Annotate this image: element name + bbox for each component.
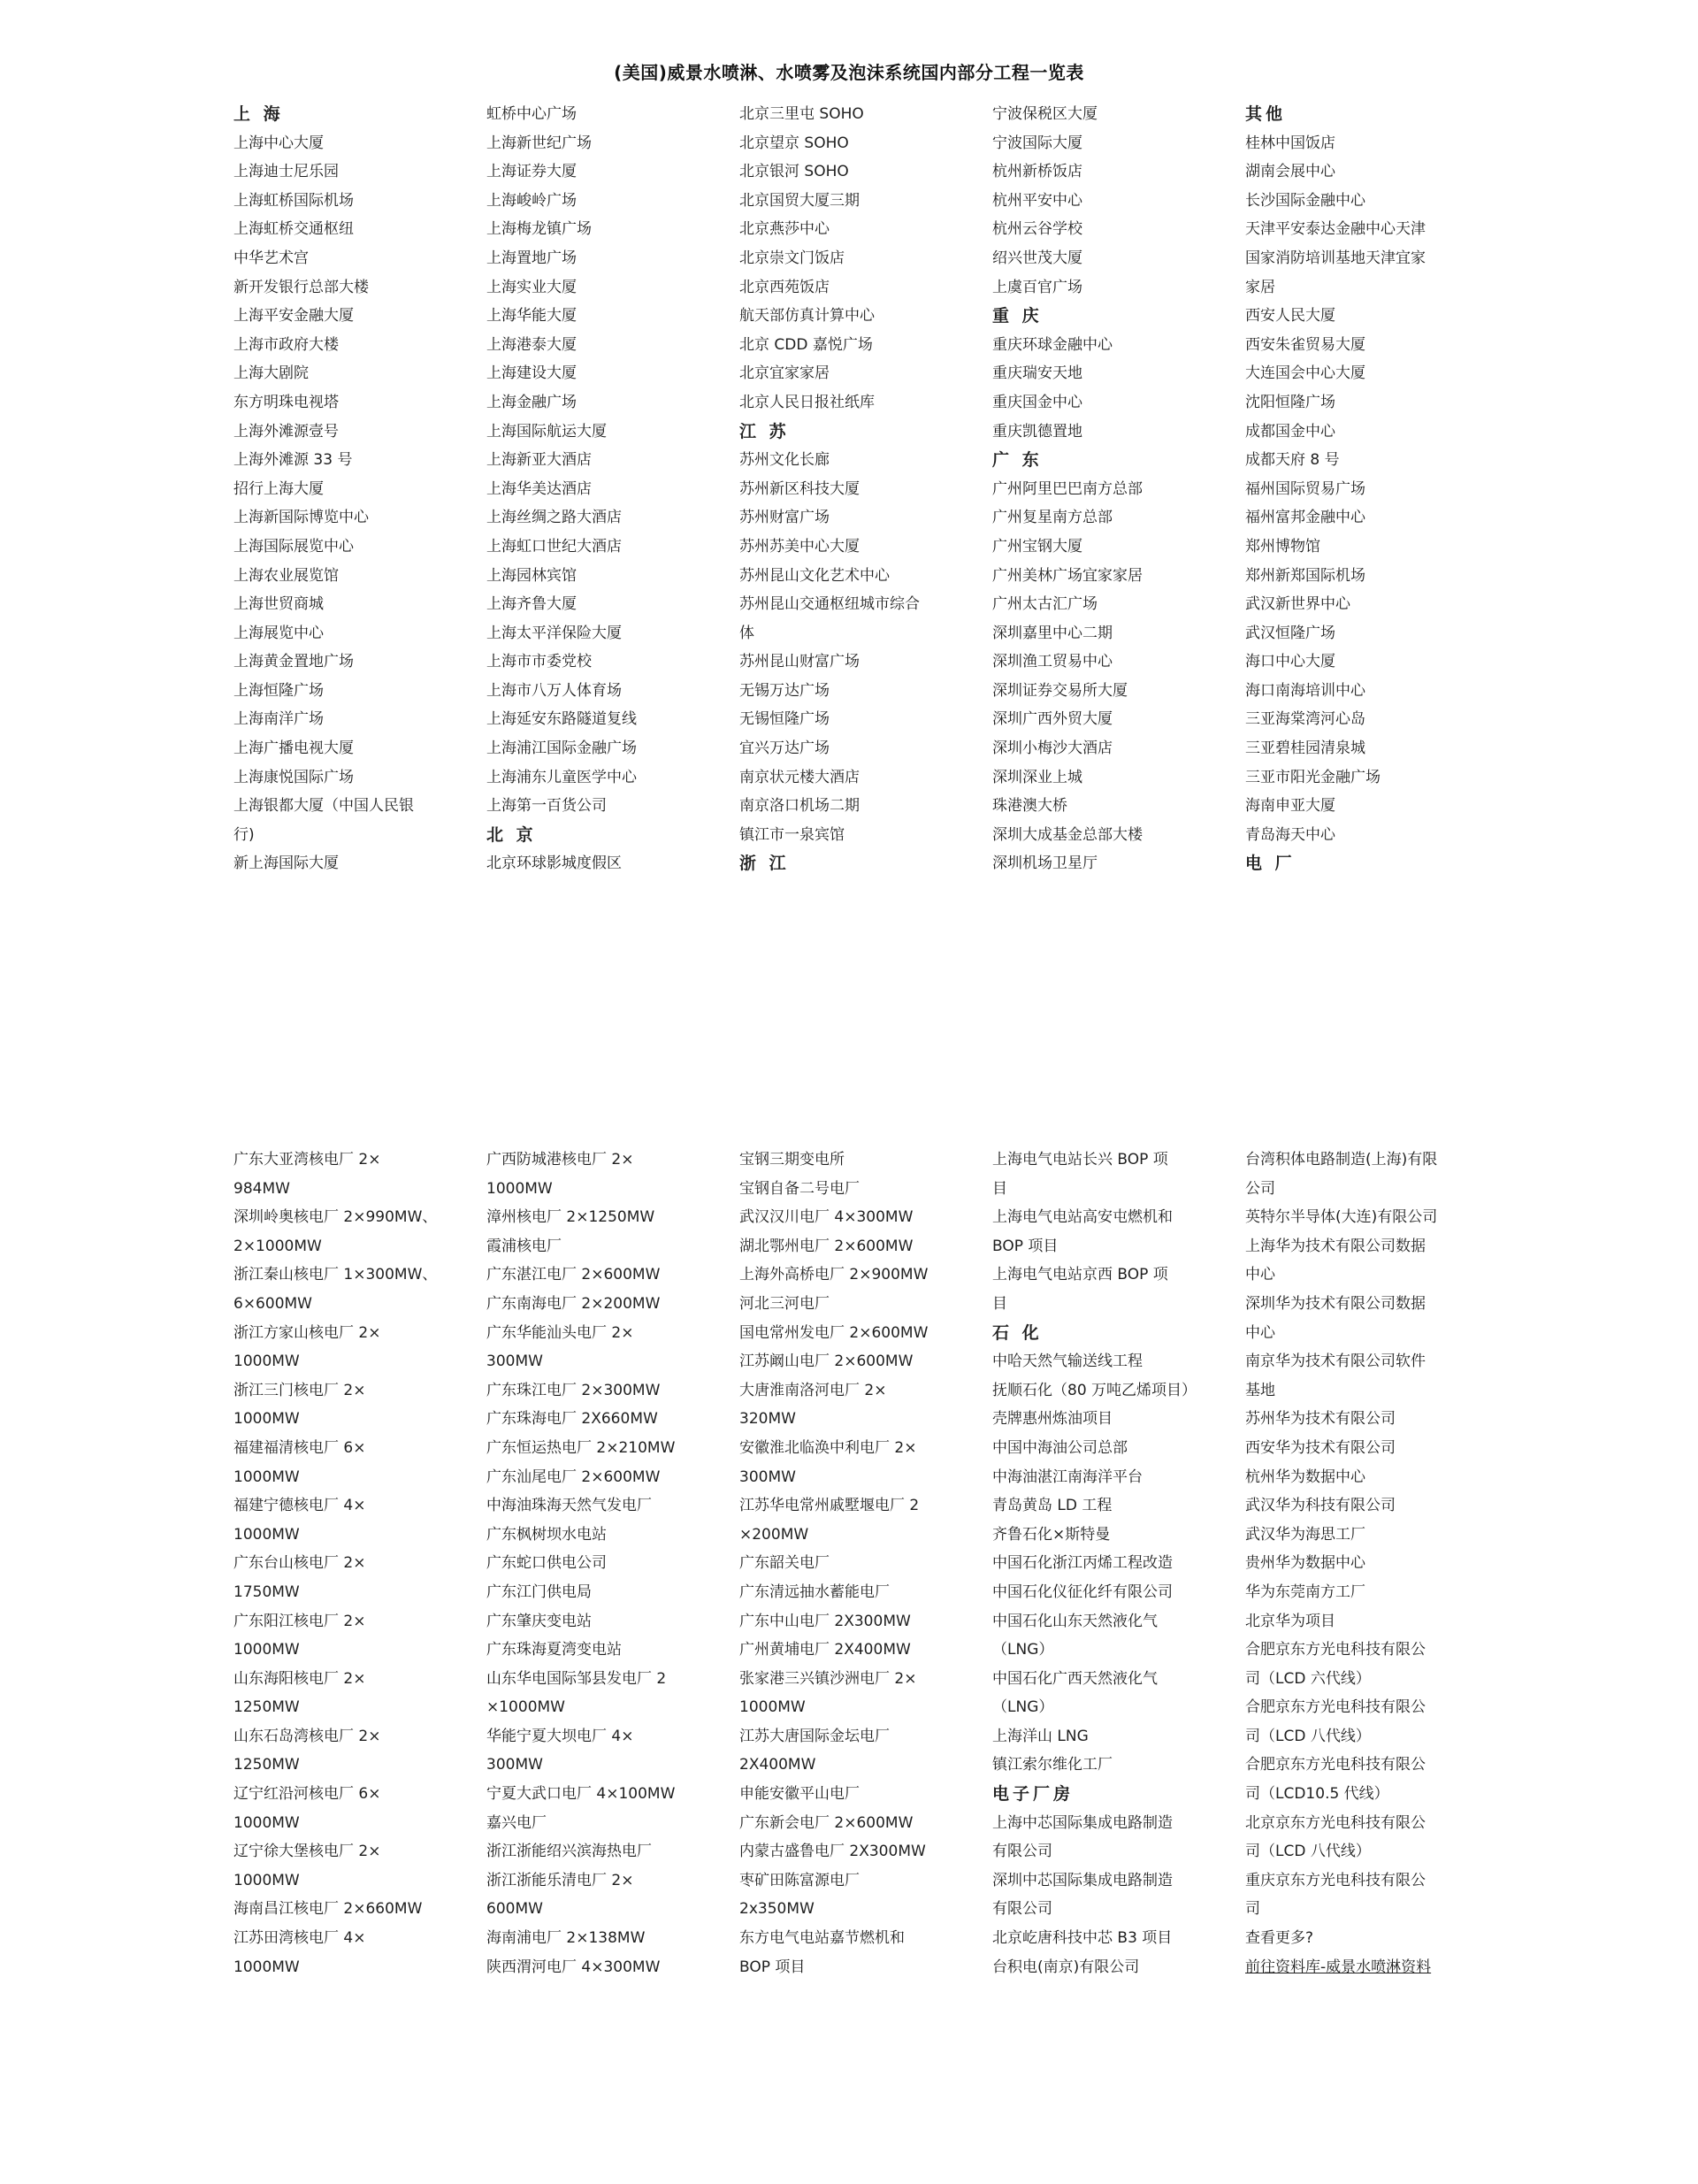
project-item: 宝钢三期变电所 (739, 1151, 845, 1169)
project-item: 上海电气电站京西 BOP 项 (992, 1266, 1168, 1284)
project-item: 1000MW (486, 1179, 553, 1198)
project-item: 上海电气电站高安屯燃机和 (992, 1208, 1173, 1227)
project-item: 上海证券大厦 (486, 163, 577, 181)
project-item: 霞浦核电厂 (486, 1237, 562, 1255)
project-item: 中国石化广西天然液化气 (992, 1669, 1158, 1688)
project-item: 无锡恒隆广场 (739, 710, 830, 729)
project-item: 福建福清核电厂 6× (233, 1438, 366, 1457)
project-item: 上海外滩源 33 号 (233, 451, 353, 470)
project-item: 广州宝钢大厦 (992, 537, 1082, 556)
project-item: 虹桥中心广场 (486, 105, 577, 123)
region-heading: 上 海 (233, 104, 284, 124)
project-item: 广东珠海夏湾变电站 (486, 1641, 622, 1659)
project-item: 苏州华为技术有限公司 (1245, 1410, 1396, 1429)
project-item: 2×1000MW (233, 1237, 322, 1255)
project-item: 上海峻岭广场 (486, 191, 577, 210)
project-item: 海口中心大厦 (1245, 653, 1335, 671)
project-item: 1000MW (739, 1698, 806, 1717)
project-item: 英特尔半导体(大连)有限公司 (1245, 1208, 1438, 1227)
project-item: 海南申亚大厦 (1245, 797, 1335, 816)
project-item: 北京屹唐科技中芯 B3 项目 (992, 1929, 1173, 1948)
project-item: 大连国会中心大厦 (1245, 364, 1365, 383)
project-item: 苏州财富广场 (739, 509, 830, 527)
project-item: 西安华为技术有限公司 (1245, 1438, 1396, 1457)
project-item: 上海大剧院 (233, 364, 309, 383)
project-item: 6×600MW (233, 1294, 312, 1313)
project-item: 齐鲁石化×斯特曼 (992, 1525, 1111, 1544)
project-item: 内蒙古盛鲁电厂 2X300MW (739, 1843, 926, 1861)
project-item: 广东台山核电厂 2× (233, 1554, 366, 1573)
project-item: 南京洛口机场二期 (739, 797, 860, 816)
project-item: 2x350MW (739, 1900, 815, 1919)
project-item: 枣矿田陈富源电厂 (739, 1871, 860, 1889)
project-item: 成都国金中心 (1245, 422, 1335, 441)
region-heading: 其他 (1245, 104, 1287, 124)
project-item: 中国中海油公司总部 (992, 1438, 1128, 1457)
project-item: 江苏大唐国际金坛电厂 (739, 1727, 890, 1745)
project-item: 重庆京东方光电科技有限公 (1245, 1871, 1426, 1889)
project-item: 河北三河电厂 (739, 1294, 830, 1313)
project-item: 武汉新世界中心 (1245, 595, 1350, 614)
project-item: 上海电气电站长兴 BOP 项 (992, 1151, 1168, 1169)
region-heading: 江 苏 (739, 421, 790, 441)
project-item: 沈阳恒隆广场 (1245, 393, 1335, 411)
project-item: 合肥京东方光电科技有限公 (1245, 1641, 1426, 1659)
project-item: 司（LCD 八代线） (1245, 1843, 1371, 1861)
project-item: 上海新国际博览中心 (233, 509, 369, 527)
region-heading: 重 庆 (992, 306, 1043, 326)
project-item: 有限公司 (992, 1843, 1052, 1861)
project-item: 安徽淮北临涣中利电厂 2× (739, 1438, 917, 1457)
project-item: 上海华美达酒店 (486, 479, 592, 498)
project-item: 福州国际贸易广场 (1245, 479, 1365, 498)
project-item: 西安朱雀贸易大厦 (1245, 335, 1365, 354)
project-item: 深圳深业上城 (992, 768, 1082, 786)
project-item: 广州黄埔电厂 2X400MW (739, 1641, 911, 1659)
project-item: 华为东莞南方工厂 (1245, 1582, 1365, 1601)
project-item: 镇江索尔维化工厂 (992, 1756, 1113, 1774)
project-item: 上海新亚大酒店 (486, 451, 592, 470)
project-item: 上海虹口世纪大酒店 (486, 537, 622, 556)
project-item: 浙江三门核电厂 2× (233, 1381, 366, 1399)
project-item: 国家消防培训基地天津宜家 (1245, 249, 1426, 267)
project-item: 上海迪士尼乐园 (233, 163, 339, 181)
project-item: 上海外滩源壹号 (233, 422, 339, 441)
project-item: 上海港泰大厦 (486, 335, 577, 354)
project-item: 宝钢自备二号电厂 (739, 1179, 860, 1198)
project-item: 深圳小梅沙大酒店 (992, 739, 1113, 758)
project-item: 漳州核电厂 2×1250MW (486, 1208, 655, 1227)
project-item: 1250MW (233, 1698, 300, 1717)
project-item: 成都天府 8 号 (1245, 451, 1340, 470)
project-item: 中国石化仪征化纤有限公司 (992, 1582, 1173, 1601)
project-item: 郑州新郑国际机场 (1245, 566, 1365, 585)
project-item: 上海中心大厦 (233, 134, 324, 152)
project-item: 北京崇文门饭店 (739, 249, 845, 267)
project-item: 上海浦江国际金融广场 (486, 739, 637, 758)
project-item: 上海齐鲁大厦 (486, 595, 577, 614)
project-item: 申能安徽平山电厂 (739, 1785, 860, 1804)
project-item: 深圳渔工贸易中心 (992, 653, 1113, 671)
project-item: 深圳广西外贸大厦 (992, 710, 1113, 729)
project-item: 苏州文化长廊 (739, 451, 830, 470)
project-item: 司 (1245, 1900, 1260, 1919)
project-item: 南京华为技术有限公司软件 (1245, 1353, 1426, 1371)
project-item: 上海外高桥电厂 2×900MW (739, 1266, 929, 1284)
project-item: 宜兴万达广场 (739, 739, 830, 758)
project-item: 山东石岛湾核电厂 2× (233, 1727, 381, 1745)
project-item: 上海市政府大楼 (233, 335, 339, 354)
project-item: 2X400MW (739, 1756, 816, 1774)
project-item: 上海新世纪广场 (486, 134, 592, 152)
region-heading: 浙 江 (739, 854, 790, 874)
document-title: (美国)威景水喷淋、水喷雾及泡沫系统国内部分工程一览表 (614, 62, 1084, 83)
project-item: 航天部仿真计算中心 (739, 307, 875, 326)
project-list-section-1 (233, 100, 1498, 878)
project-item: 广东枫树坝水电站 (486, 1525, 607, 1544)
project-item: 上海市八万人体育场 (486, 681, 622, 700)
region-heading: 北 京 (486, 824, 537, 845)
project-item: 上海华能大厦 (486, 307, 577, 326)
project-item: 目 (992, 1294, 1007, 1313)
project-item: 重庆环球金融中心 (992, 335, 1113, 354)
project-item: 上海洋山 LNG (992, 1727, 1089, 1745)
project-item: 浙江方家山核电厂 2× (233, 1323, 381, 1342)
project-item: 北京宜家家居 (739, 364, 830, 383)
project-item: ×200MW (739, 1525, 809, 1544)
project-item: 广东新会电厂 2×600MW (739, 1813, 914, 1832)
resource-link[interactable]: 前往资料库-威景水喷淋资料 (1245, 1958, 1432, 1976)
project-item: 北京三里屯 SOHO (739, 105, 864, 123)
project-item: 宁夏大武口电厂 4×100MW (486, 1785, 676, 1804)
project-item: 台湾积体电路制造(上海)有限 (1245, 1151, 1438, 1169)
project-item: 300MW (739, 1467, 796, 1486)
region-heading: 电 厂 (1245, 854, 1296, 874)
project-column (739, 1146, 992, 1981)
project-item: 武汉恒隆广场 (1245, 624, 1335, 642)
project-item: 上海虹桥交通枢纽 (233, 220, 354, 239)
project-item: 苏州昆山财富广场 (739, 653, 860, 671)
project-item: 1000MW (233, 1525, 300, 1544)
project-item: 南京状元楼大酒店 (739, 768, 860, 786)
project-item: 上海中芯国际集成电路制造 (992, 1813, 1173, 1832)
project-item: 深圳机场卫星厅 (992, 854, 1098, 873)
project-column (992, 100, 1245, 878)
project-item: 苏州昆山文化艺术中心 (739, 566, 890, 585)
project-item: 体 (739, 624, 754, 642)
project-item: 桂林中国饭店 (1245, 134, 1335, 152)
project-item: 上海浦东儿童医学中心 (486, 768, 637, 786)
project-item: 福建宁德核电厂 4× (233, 1497, 366, 1515)
project-item: 北京银河 SOHO (739, 163, 849, 181)
project-item: 上海广播电视大厦 (233, 739, 354, 758)
project-item: 珠港澳大桥 (992, 797, 1067, 816)
project-column (486, 1146, 739, 1981)
project-item: 深圳中芯国际集成电路制造 (992, 1871, 1173, 1889)
project-item: 苏州昆山交通枢纽城市综合 (739, 595, 920, 614)
project-item: 杭州新桥饭店 (992, 163, 1082, 181)
project-item: 深圳岭奥核电厂 2×990MW、 (233, 1208, 438, 1227)
project-item: 中华艺术宫 (233, 249, 309, 267)
project-item: 台积电(南京)有限公司 (992, 1958, 1140, 1976)
project-item: 上海园林宾馆 (486, 566, 577, 585)
project-item: 广东大亚湾核电厂 2× (233, 1151, 381, 1169)
project-item: 广州阿里巴巴南方总部 (992, 479, 1143, 498)
project-item: 浙江浙能乐清电厂 2× (486, 1871, 634, 1889)
project-item: 深圳大成基金总部大楼 (992, 825, 1143, 844)
project-item: 公司 (1245, 1179, 1275, 1198)
project-item: 广东中山电厂 2X300MW (739, 1612, 911, 1630)
region-heading: 电子厂房 (992, 1784, 1075, 1805)
project-item: 苏州苏美中心大厦 (739, 537, 860, 556)
project-item: 行) (233, 825, 255, 844)
project-column (233, 1146, 486, 1981)
project-item: 广东肇庆变电站 (486, 1612, 592, 1630)
project-item: 司（LCD 八代线） (1245, 1727, 1371, 1745)
project-item: 重庆瑞安天地 (992, 364, 1082, 383)
project-item: 广州复星南方总部 (992, 509, 1113, 527)
project-item: 广东韶关电厂 (739, 1554, 830, 1573)
project-item: 新上海国际大厦 (233, 854, 339, 873)
project-item: 300MW (486, 1353, 543, 1371)
project-item: 三亚碧桂园清泉城 (1245, 739, 1365, 758)
project-item: 海口南海培训中心 (1245, 681, 1365, 700)
project-item: 宁波国际大厦 (992, 134, 1082, 152)
project-item: 招行上海大厦 (233, 479, 324, 498)
project-item: 北京望京 SOHO (739, 134, 849, 152)
project-item: 司（LCD 六代线） (1245, 1669, 1371, 1688)
project-item: 广东江门供电局 (486, 1582, 592, 1601)
project-item: 家居 (1245, 278, 1275, 296)
project-item: 中哈天然气输送线工程 (992, 1353, 1143, 1371)
project-item: 上海梅龙镇广场 (486, 220, 592, 239)
project-item: 浙江浙能绍兴滨海热电厂 (486, 1843, 652, 1861)
project-item: 广东南海电厂 2×200MW (486, 1294, 661, 1313)
project-item: 1000MW (233, 1467, 300, 1486)
project-item: 深圳嘉里中心二期 (992, 624, 1113, 642)
project-item: 上海建设大厦 (486, 364, 577, 383)
project-item: 嘉兴电厂 (486, 1813, 547, 1832)
project-item: 武汉汉川电厂 4×300MW (739, 1208, 914, 1227)
project-item: 陕西渭河电厂 4×300MW (486, 1958, 661, 1976)
project-item: 上海展览中心 (233, 624, 324, 642)
project-item: 上海国际展览中心 (233, 537, 354, 556)
project-item: 三亚海棠湾河心岛 (1245, 710, 1365, 729)
project-item: 广东清远抽水蓄能电厂 (739, 1582, 890, 1601)
project-item: 深圳证券交易所大厦 (992, 681, 1128, 700)
project-item: 1750MW (233, 1582, 300, 1601)
project-item: 武汉华为科技有限公司 (1245, 1497, 1396, 1515)
project-item: 上海康悦国际广场 (233, 768, 354, 786)
project-item: 中国石化山东天然液化气 (992, 1612, 1158, 1630)
project-item: 上海南洋广场 (233, 710, 324, 729)
region-heading: 广 东 (992, 450, 1043, 471)
project-item: BOP 项目 (992, 1237, 1059, 1255)
project-item: 上海置地广场 (486, 249, 577, 267)
project-item: 320MW (739, 1410, 796, 1429)
project-item: 武汉华为海思工厂 (1245, 1525, 1365, 1544)
project-item: 目 (992, 1179, 1007, 1198)
project-item: 北京华为项目 (1245, 1612, 1335, 1630)
project-item: 海南浦电厂 2×138MW (486, 1929, 646, 1948)
project-item: 上海太平洋保险大厦 (486, 624, 622, 642)
project-item: 广东华能汕头电厂 2× (486, 1323, 634, 1342)
project-item: 1000MW (233, 1410, 300, 1429)
project-item: 辽宁红沿河核电厂 6× (233, 1785, 381, 1804)
project-item: 1000MW (233, 1813, 300, 1832)
project-item: 广州太古汇广场 (992, 595, 1098, 614)
project-item: 杭州平安中心 (992, 191, 1082, 210)
project-item: 青岛海天中心 (1245, 825, 1335, 844)
project-item: 湖北鄂州电厂 2×600MW (739, 1237, 914, 1255)
project-item: 中海油珠海天然气发电厂 (486, 1497, 652, 1515)
project-item: 有限公司 (992, 1900, 1052, 1919)
project-item: 海南昌江核电厂 2×660MW (233, 1900, 423, 1919)
project-item: 合肥京东方光电科技有限公 (1245, 1756, 1426, 1774)
project-item: 中心 (1245, 1266, 1275, 1284)
project-item: 东方电气电站嘉节燃机和 (739, 1929, 905, 1948)
project-item: 郑州博物馆 (1245, 537, 1320, 556)
project-item: 上海第一百货公司 (486, 797, 607, 816)
project-item: 北京 CDD 嘉悦广场 (739, 335, 873, 354)
project-item: 司（LCD10.5 代线） (1245, 1785, 1389, 1804)
project-item: 1250MW (233, 1756, 300, 1774)
project-item: 大唐淮南洛河电厂 2× (739, 1381, 887, 1399)
project-item: （LNG） (992, 1641, 1054, 1659)
project-item: 1000MW (233, 1958, 300, 1976)
project-item: 福州富邦金融中心 (1245, 509, 1365, 527)
project-item: 西安人民大厦 (1245, 307, 1335, 326)
project-item: 北京燕莎中心 (739, 220, 830, 239)
project-item: 广东恒运热电厂 2×210MW (486, 1438, 676, 1457)
project-item: 上海金融广场 (486, 393, 577, 411)
project-item: 1000MW (233, 1641, 300, 1659)
project-item: 广州美林广场宜家家居 (992, 566, 1143, 585)
project-item: 上虞百官广场 (992, 278, 1082, 296)
project-item: 中国石化浙江丙烯工程改造 (992, 1554, 1173, 1573)
region-heading: 石 化 (992, 1322, 1043, 1343)
project-item: 上海丝绸之路大酒店 (486, 509, 622, 527)
project-item: （LNG） (992, 1698, 1054, 1717)
project-item: 镇江市一泉宾馆 (739, 825, 845, 844)
project-list-section-2 (233, 1146, 1498, 1981)
project-item: 基地 (1245, 1381, 1275, 1399)
project-item: 重庆国金中心 (992, 393, 1082, 411)
project-item: 300MW (486, 1756, 543, 1774)
project-column (486, 100, 739, 878)
project-column (739, 100, 992, 878)
project-item: 广东珠海电厂 2X660MW (486, 1410, 658, 1429)
project-item: 宁波保税区大厦 (992, 105, 1098, 123)
project-item: 984MW (233, 1179, 290, 1198)
project-item: 新开发银行总部大楼 (233, 278, 369, 296)
project-item: 江苏阚山电厂 2×600MW (739, 1353, 914, 1371)
project-item: 上海恒隆广场 (233, 681, 324, 700)
project-item: 青岛黄岛 LD 工程 (992, 1497, 1113, 1515)
project-item: 上海虹桥国际机场 (233, 191, 354, 210)
project-column (1245, 1146, 1498, 1981)
project-item: 中心 (1245, 1323, 1275, 1342)
project-item: 辽宁徐大堡核电厂 2× (233, 1843, 381, 1861)
project-item: 江苏华电常州戚墅堰电厂 2 (739, 1497, 920, 1515)
project-item: 1000MW (233, 1353, 300, 1371)
project-item: 查看更多? (1245, 1929, 1314, 1948)
project-item: 600MW (486, 1900, 543, 1919)
project-item: 三亚市阳光金融广场 (1245, 768, 1381, 786)
project-item: 天津平安泰达金融中心天津 (1245, 220, 1426, 239)
project-item: 江苏田湾核电厂 4× (233, 1929, 366, 1948)
project-item: 杭州华为数据中心 (1245, 1467, 1365, 1486)
project-item: 抚顺石化（80 万吨乙烯项目） (992, 1381, 1197, 1399)
project-item: 北京国贸大厦三期 (739, 191, 860, 210)
project-item: ×1000MW (486, 1698, 565, 1717)
project-item: 北京人民日报社纸库 (739, 393, 875, 411)
project-item: 广东珠江电厂 2×300MW (486, 1381, 661, 1399)
project-item: 张家港三兴镇沙洲电厂 2× (739, 1669, 917, 1688)
project-item: 上海市市委党校 (486, 653, 592, 671)
project-item: 上海国际航运大厦 (486, 422, 607, 441)
project-item: 苏州新区科技大厦 (739, 479, 860, 498)
project-item: 上海延安东路隧道复线 (486, 710, 637, 729)
project-item: 北京环球影城度假区 (486, 854, 622, 873)
project-item: 山东华电国际邹县发电厂 2 (486, 1669, 667, 1688)
project-column (233, 100, 486, 878)
project-item: 上海世贸商城 (233, 595, 324, 614)
project-item: 上海农业展览馆 (233, 566, 339, 585)
project-item: 长沙国际金融中心 (1245, 191, 1365, 210)
project-item: 广东蛇口供电公司 (486, 1554, 607, 1573)
project-item: 北京京东方光电科技有限公 (1245, 1813, 1426, 1832)
project-item: 国电常州发电厂 2×600MW (739, 1323, 929, 1342)
project-item: 上海实业大厦 (486, 278, 577, 296)
project-item: 上海银都大厦（中国人民银 (233, 797, 414, 816)
project-item: 合肥京东方光电科技有限公 (1245, 1698, 1426, 1717)
project-item: 杭州云谷学校 (992, 220, 1082, 239)
project-item: BOP 项目 (739, 1958, 806, 1976)
project-item: 贵州华为数据中心 (1245, 1554, 1365, 1573)
project-item: 上海平安金融大厦 (233, 307, 354, 326)
project-column (1245, 100, 1498, 878)
project-item: 绍兴世茂大厦 (992, 249, 1082, 267)
project-item: 重庆凯德置地 (992, 422, 1082, 441)
project-item: 广西防城港核电厂 2× (486, 1151, 634, 1169)
project-item: 广东汕尾电厂 2×600MW (486, 1467, 661, 1486)
project-item: 壳牌惠州炼油项目 (992, 1410, 1113, 1429)
project-item: 无锡万达广场 (739, 681, 830, 700)
project-item: 1000MW (233, 1871, 300, 1889)
project-item: 华能宁夏大坝电厂 4× (486, 1727, 634, 1745)
project-item: 广东湛江电厂 2×600MW (486, 1266, 661, 1284)
project-item: 北京西苑饭店 (739, 278, 830, 296)
project-item: 深圳华为技术有限公司数据 (1245, 1294, 1426, 1313)
project-item: 浙江秦山核电厂 1×300MW、 (233, 1266, 438, 1284)
project-item: 上海黄金置地广场 (233, 653, 354, 671)
project-item: 上海华为技术有限公司数据 (1245, 1237, 1426, 1255)
project-item: 中海油湛江南海洋平台 (992, 1467, 1143, 1486)
project-column (992, 1146, 1245, 1981)
project-item: 湖南会展中心 (1245, 163, 1335, 181)
project-item: 山东海阳核电厂 2× (233, 1669, 366, 1688)
project-item: 东方明珠电视塔 (233, 393, 339, 411)
project-item: 广东阳江核电厂 2× (233, 1612, 366, 1630)
